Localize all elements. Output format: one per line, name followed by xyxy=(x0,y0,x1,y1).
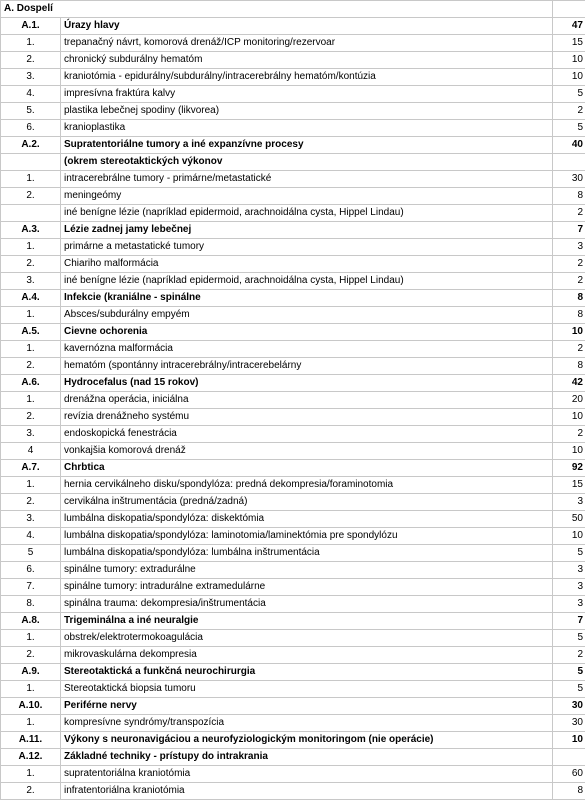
row-label: hernia cervikálneho disku/spondylóza: predná dekompresia/foraminotomia xyxy=(61,477,553,494)
row-value: 5 xyxy=(553,86,585,103)
table-section-row xyxy=(1,137,585,154)
table-row xyxy=(1,103,585,120)
row-label: kranioplastika xyxy=(61,120,553,137)
table-row xyxy=(1,426,585,443)
row-label: impresívna fraktúra kalvy xyxy=(61,86,553,103)
row-label: lumbálna diskopatia/spondylóza: diskektómia xyxy=(61,511,553,528)
row-code: 2. xyxy=(1,494,61,511)
row-code: A.11. xyxy=(1,732,61,749)
row-value: 7 xyxy=(553,222,585,239)
row-label: obstrek/elektrotermokoagulácia xyxy=(61,630,553,647)
table-row xyxy=(1,630,585,647)
row-label: Výkony s neuronavigáciou a neurofyziologickým monitoringom (nie operácie) xyxy=(61,732,553,749)
row-label: trepanačný návrt, komorová drenáž/ICP monitoring/rezervoar xyxy=(61,35,553,52)
table-section-row xyxy=(1,664,585,681)
table-section-row xyxy=(1,613,585,630)
row-value: 10 xyxy=(553,69,585,86)
row-label: mikrovaskulárna dekompresia xyxy=(61,647,553,664)
row-value: 5 xyxy=(553,664,585,681)
row-label: Periférne nervy xyxy=(61,698,553,715)
table-row xyxy=(1,409,585,426)
row-value: 30 xyxy=(553,171,585,188)
row-value: 10 xyxy=(553,443,585,460)
table-row xyxy=(1,120,585,137)
row-value: 3 xyxy=(553,579,585,596)
row-label: hematóm (spontánny intracerebrálny/intracerebelárny xyxy=(61,358,553,375)
row-value: 20 xyxy=(553,392,585,409)
row-value: 2 xyxy=(553,103,585,120)
row-code: A.4. xyxy=(1,290,61,307)
row-code: 6. xyxy=(1,562,61,579)
row-code: A.3. xyxy=(1,222,61,239)
row-value: 2 xyxy=(553,205,585,222)
row-value: 2 xyxy=(553,647,585,664)
row-label: spinálna trauma: dekompresia/inštrumentácia xyxy=(61,596,553,613)
row-label: Infekcie (kraniálne - spinálne xyxy=(61,290,553,307)
table-section-row xyxy=(1,18,585,35)
row-code: 3. xyxy=(1,426,61,443)
row-label: lumbálna diskopatia/spondylóza: laminotomia/laminektómia pre spondylózu xyxy=(61,528,553,545)
row-label: kraniotómia - epidurálny/subdurálny/intracerebrálny hematóm/kontúzia xyxy=(61,69,553,86)
row-code: 2. xyxy=(1,409,61,426)
row-code: 1. xyxy=(1,341,61,358)
table-row xyxy=(1,86,585,103)
table-row xyxy=(1,358,585,375)
table-row xyxy=(1,52,585,69)
row-label: Chrbtica xyxy=(61,460,553,477)
row-label: endoskopická fenestrácia xyxy=(61,426,553,443)
row-code: 1. xyxy=(1,35,61,52)
row-label: Cievne ochorenia xyxy=(61,324,553,341)
row-code: A.2. xyxy=(1,137,61,154)
row-code: 4. xyxy=(1,528,61,545)
row-value: 30 xyxy=(553,698,585,715)
row-value: 8 xyxy=(553,358,585,375)
row-label: Stereotaktická biopsia tumoru xyxy=(61,681,553,698)
row-code xyxy=(1,205,61,222)
row-code: 2. xyxy=(1,358,61,375)
row-code: A.7. xyxy=(1,460,61,477)
row-label: cervikálna inštrumentácia (predná/zadná) xyxy=(61,494,553,511)
table-section-row xyxy=(1,290,585,307)
row-code: 2. xyxy=(1,783,61,800)
row-code: 6. xyxy=(1,120,61,137)
row-code: 8. xyxy=(1,596,61,613)
row-label: iné benígne lézie (napríklad epidermoid, arachnoidálna cysta, Hippel Lindau) xyxy=(61,273,553,290)
row-code: A.5. xyxy=(1,324,61,341)
row-label: iné benígne lézie (napríklad epidermoid, arachnoidálna cysta, Hippel Lindau) xyxy=(61,205,553,222)
table-row xyxy=(1,69,585,86)
row-code: A.1. xyxy=(1,18,61,35)
table-row xyxy=(1,511,585,528)
row-code: 2. xyxy=(1,647,61,664)
table-row xyxy=(1,766,585,783)
table-section-row xyxy=(1,324,585,341)
row-code: 1. xyxy=(1,307,61,324)
row-value: 10 xyxy=(553,52,585,69)
row-value: 30 xyxy=(553,715,585,732)
table-section-row xyxy=(1,222,585,239)
row-value: 10 xyxy=(553,324,585,341)
row-value: 2 xyxy=(553,341,585,358)
row-value: 15 xyxy=(553,35,585,52)
row-code: 1. xyxy=(1,171,61,188)
row-label: Základné techniky - prístupy do intrakrania xyxy=(61,749,553,766)
row-code: 4. xyxy=(1,86,61,103)
row-label: (okrem stereotaktických výkonov xyxy=(61,154,553,171)
table-row xyxy=(1,35,585,52)
row-label: revízia drenážneho systému xyxy=(61,409,553,426)
row-value: 47 xyxy=(553,18,585,35)
table-row xyxy=(1,443,585,460)
row-value: 92 xyxy=(553,460,585,477)
row-value: 3 xyxy=(553,562,585,579)
row-label: primárne a metastatické tumory xyxy=(61,239,553,256)
table-row xyxy=(1,647,585,664)
row-value: 8 xyxy=(553,307,585,324)
row-label: lumbálna diskopatia/spondylóza: lumbálna inštrumentácia xyxy=(61,545,553,562)
row-value: 3 xyxy=(553,596,585,613)
row-value: 3 xyxy=(553,239,585,256)
table-row xyxy=(1,256,585,273)
table-row xyxy=(1,681,585,698)
row-code: 2. xyxy=(1,188,61,205)
table-row xyxy=(1,579,585,596)
table-section-row xyxy=(1,732,585,749)
table-row xyxy=(1,205,585,222)
table-header-empty-cell xyxy=(553,1,585,18)
table-section-row xyxy=(1,698,585,715)
table-header-row xyxy=(1,1,585,18)
table-row xyxy=(1,307,585,324)
row-value xyxy=(553,749,585,766)
row-value: 5 xyxy=(553,681,585,698)
table-section-row xyxy=(1,460,585,477)
table-row xyxy=(1,477,585,494)
row-label: infratentoriálna kraniotómia xyxy=(61,783,553,800)
row-code: 1. xyxy=(1,766,61,783)
row-code: 1. xyxy=(1,715,61,732)
row-label: vonkajšia komorová drenáž xyxy=(61,443,553,460)
table-row xyxy=(1,528,585,545)
row-value: 10 xyxy=(553,732,585,749)
row-label: Hydrocefalus (nad 15 rokov) xyxy=(61,375,553,392)
row-label: spinálne tumory: intradurálne extramedulárne xyxy=(61,579,553,596)
row-value: 60 xyxy=(553,766,585,783)
row-label: Supratentoriálne tumory a iné expanzívne procesy xyxy=(61,137,553,154)
row-code: 1. xyxy=(1,239,61,256)
row-code: 2. xyxy=(1,52,61,69)
row-value: 7 xyxy=(553,613,585,630)
row-value: 8 xyxy=(553,290,585,307)
row-code xyxy=(1,154,61,171)
row-code: 1. xyxy=(1,392,61,409)
row-code: 4 xyxy=(1,443,61,460)
row-value: 8 xyxy=(553,783,585,800)
table-row xyxy=(1,494,585,511)
table-row xyxy=(1,239,585,256)
table-row xyxy=(1,392,585,409)
row-value: 15 xyxy=(553,477,585,494)
table-row xyxy=(1,188,585,205)
row-value: 5 xyxy=(553,630,585,647)
row-code: 3. xyxy=(1,69,61,86)
procedure-table-body xyxy=(1,1,585,800)
row-label: supratentoriálna kraniotómia xyxy=(61,766,553,783)
row-value xyxy=(553,154,585,171)
row-value: 10 xyxy=(553,409,585,426)
row-code: 5. xyxy=(1,103,61,120)
table-section-row xyxy=(1,154,585,171)
row-code: 1. xyxy=(1,477,61,494)
row-value: 2 xyxy=(553,256,585,273)
row-code: A.9. xyxy=(1,664,61,681)
row-label: Úrazy hlavy xyxy=(61,18,553,35)
row-code: 3. xyxy=(1,511,61,528)
row-value: 2 xyxy=(553,426,585,443)
row-value: 3 xyxy=(553,494,585,511)
table-row xyxy=(1,273,585,290)
table-row xyxy=(1,171,585,188)
row-code: 2. xyxy=(1,256,61,273)
row-value: 50 xyxy=(553,511,585,528)
row-label: chronický subdurálny hematóm xyxy=(61,52,553,69)
table-row xyxy=(1,783,585,800)
row-label: Chiariho malformácia xyxy=(61,256,553,273)
table-row xyxy=(1,715,585,732)
row-code: 5 xyxy=(1,545,61,562)
table-row xyxy=(1,545,585,562)
row-code: A.8. xyxy=(1,613,61,630)
table-header-title: A. Dospelí xyxy=(1,1,553,18)
row-label: intracerebrálne tumory - primárne/metastatické xyxy=(61,171,553,188)
row-code: 1. xyxy=(1,681,61,698)
row-label: plastika lebečnej spodiny (likvorea) xyxy=(61,103,553,120)
row-value: 40 xyxy=(553,137,585,154)
row-value: 8 xyxy=(553,188,585,205)
row-code: 1. xyxy=(1,630,61,647)
row-label: Stereotaktická a funkčná neurochirurgia xyxy=(61,664,553,681)
row-label: drenážna operácia, iniciálna xyxy=(61,392,553,409)
row-value: 10 xyxy=(553,528,585,545)
row-value: 5 xyxy=(553,545,585,562)
row-label: Absces/subdurálny empyém xyxy=(61,307,553,324)
row-label: Trigeminálna a iné neuralgie xyxy=(61,613,553,630)
row-label: kompresívne syndrómy/transpozícia xyxy=(61,715,553,732)
row-code: 7. xyxy=(1,579,61,596)
table-row xyxy=(1,562,585,579)
row-label: Lézie zadnej jamy lebečnej xyxy=(61,222,553,239)
row-value: 5 xyxy=(553,120,585,137)
table-section-row xyxy=(1,749,585,766)
row-code: A.10. xyxy=(1,698,61,715)
row-value: 2 xyxy=(553,273,585,290)
table-row xyxy=(1,341,585,358)
row-label: kavernózna malformácia xyxy=(61,341,553,358)
row-code: 3. xyxy=(1,273,61,290)
row-value: 42 xyxy=(553,375,585,392)
row-label: spinálne tumory: extradurálne xyxy=(61,562,553,579)
row-code: A.12. xyxy=(1,749,61,766)
row-code: A.6. xyxy=(1,375,61,392)
row-label: meningeómy xyxy=(61,188,553,205)
table-section-row xyxy=(1,375,585,392)
table-row xyxy=(1,596,585,613)
